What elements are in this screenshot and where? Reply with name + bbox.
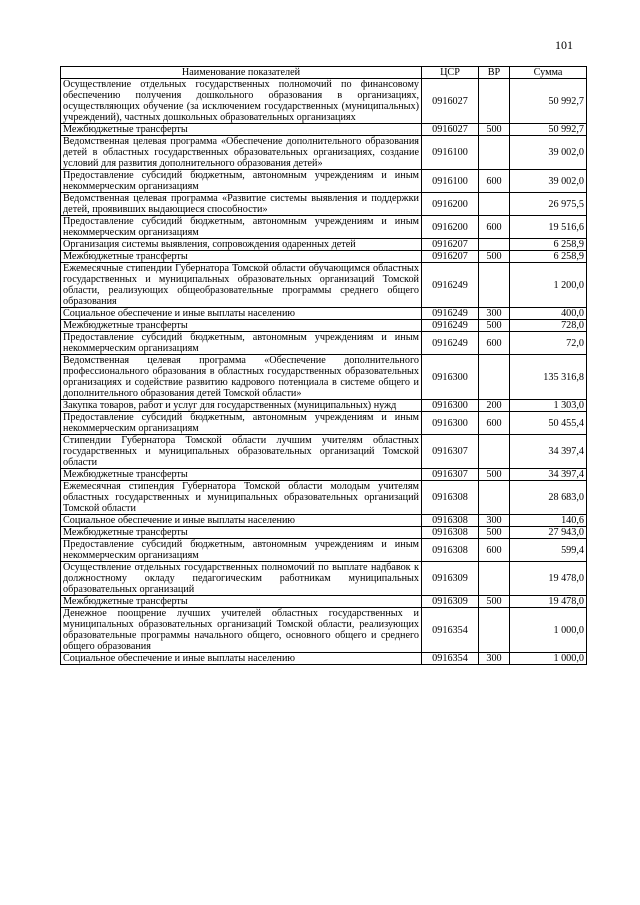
cell-sum: 1 303,0 [510, 400, 587, 412]
cell-sum: 39 002,0 [510, 170, 587, 193]
cell-csr: 0916249 [422, 320, 479, 332]
cell-sum: 599,4 [510, 539, 587, 562]
cell-vr: 500 [479, 124, 510, 136]
cell-sum: 728,0 [510, 320, 587, 332]
cell-name: Предоставление субсидий бюджетным, автономным учреждениям и иным некоммерческим организациям [61, 412, 422, 435]
budget-table [60, 66, 587, 665]
cell-name: Осуществление отдельных государственных полномочий по выплате надбавок к должностному окладу педагогическим работникам муниципальных образовательных организаций [61, 562, 422, 596]
cell-sum: 6 258,9 [510, 251, 587, 263]
cell-csr: 0916354 [422, 653, 479, 665]
cell-sum: 34 397,4 [510, 469, 587, 481]
cell-vr: 600 [479, 332, 510, 355]
cell-vr: 300 [479, 653, 510, 665]
cell-name: Межбюджетные трансферты [61, 251, 422, 263]
header-name: Наименование показателей [61, 67, 422, 79]
cell-csr: 0916300 [422, 400, 479, 412]
table-row [61, 136, 587, 170]
cell-csr: 0916249 [422, 263, 479, 308]
table-row [61, 608, 587, 653]
cell-sum: 26 975,5 [510, 193, 587, 216]
cell-vr: 300 [479, 308, 510, 320]
cell-vr: 300 [479, 515, 510, 527]
cell-name: Предоставление субсидий бюджетным, автономным учреждениям и иным некоммерческим организациям [61, 170, 422, 193]
cell-sum: 72,0 [510, 332, 587, 355]
cell-csr: 0916307 [422, 435, 479, 469]
cell-csr: 0916307 [422, 469, 479, 481]
cell-csr: 0916200 [422, 216, 479, 239]
cell-name: Межбюджетные трансферты [61, 469, 422, 481]
table-row [61, 332, 587, 355]
cell-csr: 0916249 [422, 308, 479, 320]
cell-sum: 34 397,4 [510, 435, 587, 469]
table-row [61, 308, 587, 320]
cell-sum: 1 200,0 [510, 263, 587, 308]
cell-sum: 1 000,0 [510, 653, 587, 665]
cell-csr: 0916249 [422, 332, 479, 355]
header-vr: ВР [479, 67, 510, 79]
cell-name: Организация системы выявления, сопровождения одаренных детей [61, 239, 422, 251]
cell-sum: 19 478,0 [510, 596, 587, 608]
cell-csr: 0916300 [422, 355, 479, 400]
cell-name: Предоставление субсидий бюджетным, автономным учреждениям и иным некоммерческим организациям [61, 539, 422, 562]
cell-name: Социальное обеспечение и иные выплаты населению [61, 308, 422, 320]
cell-vr [479, 608, 510, 653]
cell-name: Осуществление отдельных государственных полномочий по финансовому обеспечению получения дошкольного образования в организациях, осуществляющих обучение (за исключением государственных (муниципальных) учреждений), частных дошкольных образовательных организациях [61, 79, 422, 124]
table-row [61, 355, 587, 400]
cell-sum: 50 992,7 [510, 124, 587, 136]
table-row [61, 412, 587, 435]
cell-csr: 0916308 [422, 481, 479, 515]
cell-name: Межбюджетные трансферты [61, 596, 422, 608]
cell-name: Предоставление субсидий бюджетным, автономным учреждениям и иным некоммерческим организациям [61, 216, 422, 239]
cell-csr: 0916027 [422, 79, 479, 124]
cell-vr [479, 193, 510, 216]
table-row [61, 239, 587, 251]
cell-csr: 0916200 [422, 193, 479, 216]
cell-csr: 0916308 [422, 527, 479, 539]
cell-csr: 0916354 [422, 608, 479, 653]
cell-sum: 50 992,7 [510, 79, 587, 124]
cell-vr [479, 239, 510, 251]
cell-sum: 1 000,0 [510, 608, 587, 653]
cell-name: Социальное обеспечение и иные выплаты населению [61, 653, 422, 665]
cell-name: Межбюджетные трансферты [61, 527, 422, 539]
table-body [61, 79, 587, 665]
cell-name: Ведомственная целевая программа «Обеспечение дополнительного образования детей в областных государственных образовательных организациях, создание условий для развития дополнительного образования детей» [61, 136, 422, 170]
cell-name: Ведомственная целевая программа «Обеспечение дополнительного профессионального образования в областных государственных образовательных организациях и содействие развитию кадрового потенциала в системе общего и дополнительного образования детей Томской области» [61, 355, 422, 400]
table-row [61, 596, 587, 608]
table-row [61, 527, 587, 539]
table-row [61, 515, 587, 527]
header-sum: Сумма [510, 67, 587, 79]
cell-csr: 0916027 [422, 124, 479, 136]
cell-csr: 0916300 [422, 412, 479, 435]
table-row [61, 400, 587, 412]
cell-csr: 0916207 [422, 239, 479, 251]
cell-sum: 135 316,8 [510, 355, 587, 400]
cell-csr: 0916309 [422, 562, 479, 596]
table-row [61, 435, 587, 469]
cell-sum: 6 258,9 [510, 239, 587, 251]
cell-name: Денежное поощрение лучших учителей областных государственных и муниципальных образовательных организаций Томской области, реализующих образовательные программы начального общего, основного общего и среднего общего образования [61, 608, 422, 653]
cell-vr: 600 [479, 216, 510, 239]
cell-vr [479, 562, 510, 596]
table-row [61, 320, 587, 332]
cell-csr: 0916100 [422, 170, 479, 193]
table-header-row [61, 67, 587, 79]
table-row [61, 79, 587, 124]
cell-vr: 500 [479, 251, 510, 263]
cell-sum: 19 516,6 [510, 216, 587, 239]
cell-csr: 0916308 [422, 515, 479, 527]
cell-name: Закупка товаров, работ и услуг для государственных (муниципальных) нужд [61, 400, 422, 412]
cell-csr: 0916308 [422, 539, 479, 562]
cell-sum: 400,0 [510, 308, 587, 320]
cell-sum: 140,6 [510, 515, 587, 527]
cell-sum: 19 478,0 [510, 562, 587, 596]
cell-name: Межбюджетные трансферты [61, 124, 422, 136]
cell-name: Ежемесячная стипендия Губернатора Томской области молодым учителям областных государственных и муниципальных образовательных организаций Томской области [61, 481, 422, 515]
cell-sum: 28 683,0 [510, 481, 587, 515]
table-row [61, 481, 587, 515]
table-row [61, 170, 587, 193]
cell-vr [479, 355, 510, 400]
cell-vr: 200 [479, 400, 510, 412]
cell-csr: 0916207 [422, 251, 479, 263]
header-csr: ЦСР [422, 67, 479, 79]
cell-name: Ведомственная целевая программа «Развитие системы выявления и поддержки детей, проявивших выдающиеся способности» [61, 193, 422, 216]
cell-sum: 50 455,4 [510, 412, 587, 435]
cell-name: Межбюджетные трансферты [61, 320, 422, 332]
cell-vr: 600 [479, 539, 510, 562]
cell-sum: 27 943,0 [510, 527, 587, 539]
cell-name: Стипендии Губернатора Томской области лучшим учителям областных государственных и муниципальных образовательных организаций Томской области [61, 435, 422, 469]
cell-csr: 0916100 [422, 136, 479, 170]
cell-vr [479, 435, 510, 469]
cell-vr: 500 [479, 596, 510, 608]
cell-name: Ежемесячные стипендии Губернатора Томской области обучающимся областных государственных и муниципальных образовательных организаций Томской области, реализующих общеобразовательные программы среднего общего образования [61, 263, 422, 308]
table-row [61, 539, 587, 562]
cell-vr [479, 481, 510, 515]
table-row [61, 469, 587, 481]
table-row [61, 251, 587, 263]
cell-vr: 500 [479, 527, 510, 539]
cell-vr: 500 [479, 469, 510, 481]
table-row [61, 124, 587, 136]
cell-vr: 600 [479, 412, 510, 435]
cell-sum: 39 002,0 [510, 136, 587, 170]
cell-vr: 600 [479, 170, 510, 193]
cell-vr: 500 [479, 320, 510, 332]
table-row [61, 562, 587, 596]
table-row [61, 216, 587, 239]
cell-vr [479, 136, 510, 170]
cell-vr [479, 79, 510, 124]
table-row [61, 263, 587, 308]
cell-csr: 0916309 [422, 596, 479, 608]
cell-name: Социальное обеспечение и иные выплаты населению [61, 515, 422, 527]
cell-vr [479, 263, 510, 308]
table-row [61, 193, 587, 216]
page-number: 101 [555, 38, 573, 52]
table-row [61, 653, 587, 665]
cell-name: Предоставление субсидий бюджетным, автономным учреждениям и иным некоммерческим организациям [61, 332, 422, 355]
